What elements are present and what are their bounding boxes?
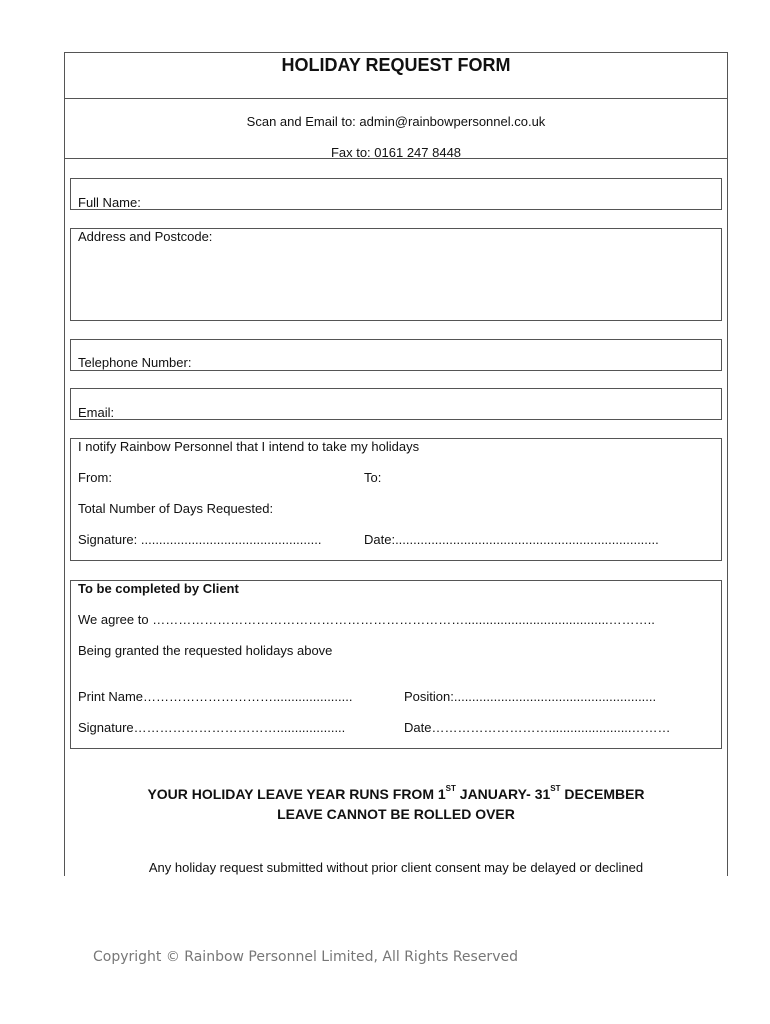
to-field[interactable]: To: bbox=[364, 470, 382, 485]
employee-date-field[interactable]: Date:......................................................................... bbox=[364, 532, 659, 547]
address-label: Address and Postcode: bbox=[78, 229, 213, 244]
agree-field[interactable]: We agree to ………………………………………………………………........................................……….. bbox=[78, 612, 655, 627]
notify-intro: I notify Rainbow Personnel that I intend to take my holidays bbox=[78, 439, 420, 454]
email-label: Email: bbox=[78, 405, 115, 420]
granted-text: Being granted the requested holidays above bbox=[78, 643, 333, 658]
telephone-label: Telephone Number: bbox=[78, 355, 192, 370]
client-signature-field[interactable]: Signature……………………………................... bbox=[78, 720, 346, 735]
total-days-field[interactable]: Total Number of Days Requested: bbox=[78, 501, 274, 516]
rollover-notice: LEAVE CANNOT BE ROLLED OVER bbox=[277, 806, 515, 822]
from-field[interactable]: From: bbox=[78, 470, 112, 485]
divider bbox=[64, 98, 728, 99]
employee-signature-field[interactable]: Signature: .................................................. bbox=[78, 532, 322, 547]
scan-email-text: Scan and Email to: admin@rainbowpersonnel.co.uk bbox=[246, 114, 546, 129]
email-field[interactable] bbox=[70, 388, 722, 420]
position-field[interactable]: Position:........................................................ bbox=[404, 689, 657, 704]
full-name-label: Full Name: bbox=[78, 195, 141, 210]
copyright-footer: Copyright © Rainbow Personnel Limited, All Rights Reserved bbox=[93, 949, 518, 965]
client-heading: To be completed by Client bbox=[78, 581, 239, 596]
fax-text: Fax to: 0161 247 8448 bbox=[330, 145, 462, 160]
full-name-field[interactable] bbox=[70, 178, 722, 210]
form-title: HOLIDAY REQUEST FORM bbox=[281, 55, 511, 75]
leave-year-notice: YOUR HOLIDAY LEAVE YEAR RUNS FROM 1ST JANUARY- 31ST DECEMBER bbox=[147, 784, 645, 802]
print-name-field[interactable]: Print Name…………………………...................... bbox=[78, 689, 353, 704]
consent-notice: Any holiday request submitted without prior client consent may be delayed or declined bbox=[148, 860, 644, 875]
client-date-field[interactable]: Date……………………….......................……… bbox=[404, 720, 671, 735]
